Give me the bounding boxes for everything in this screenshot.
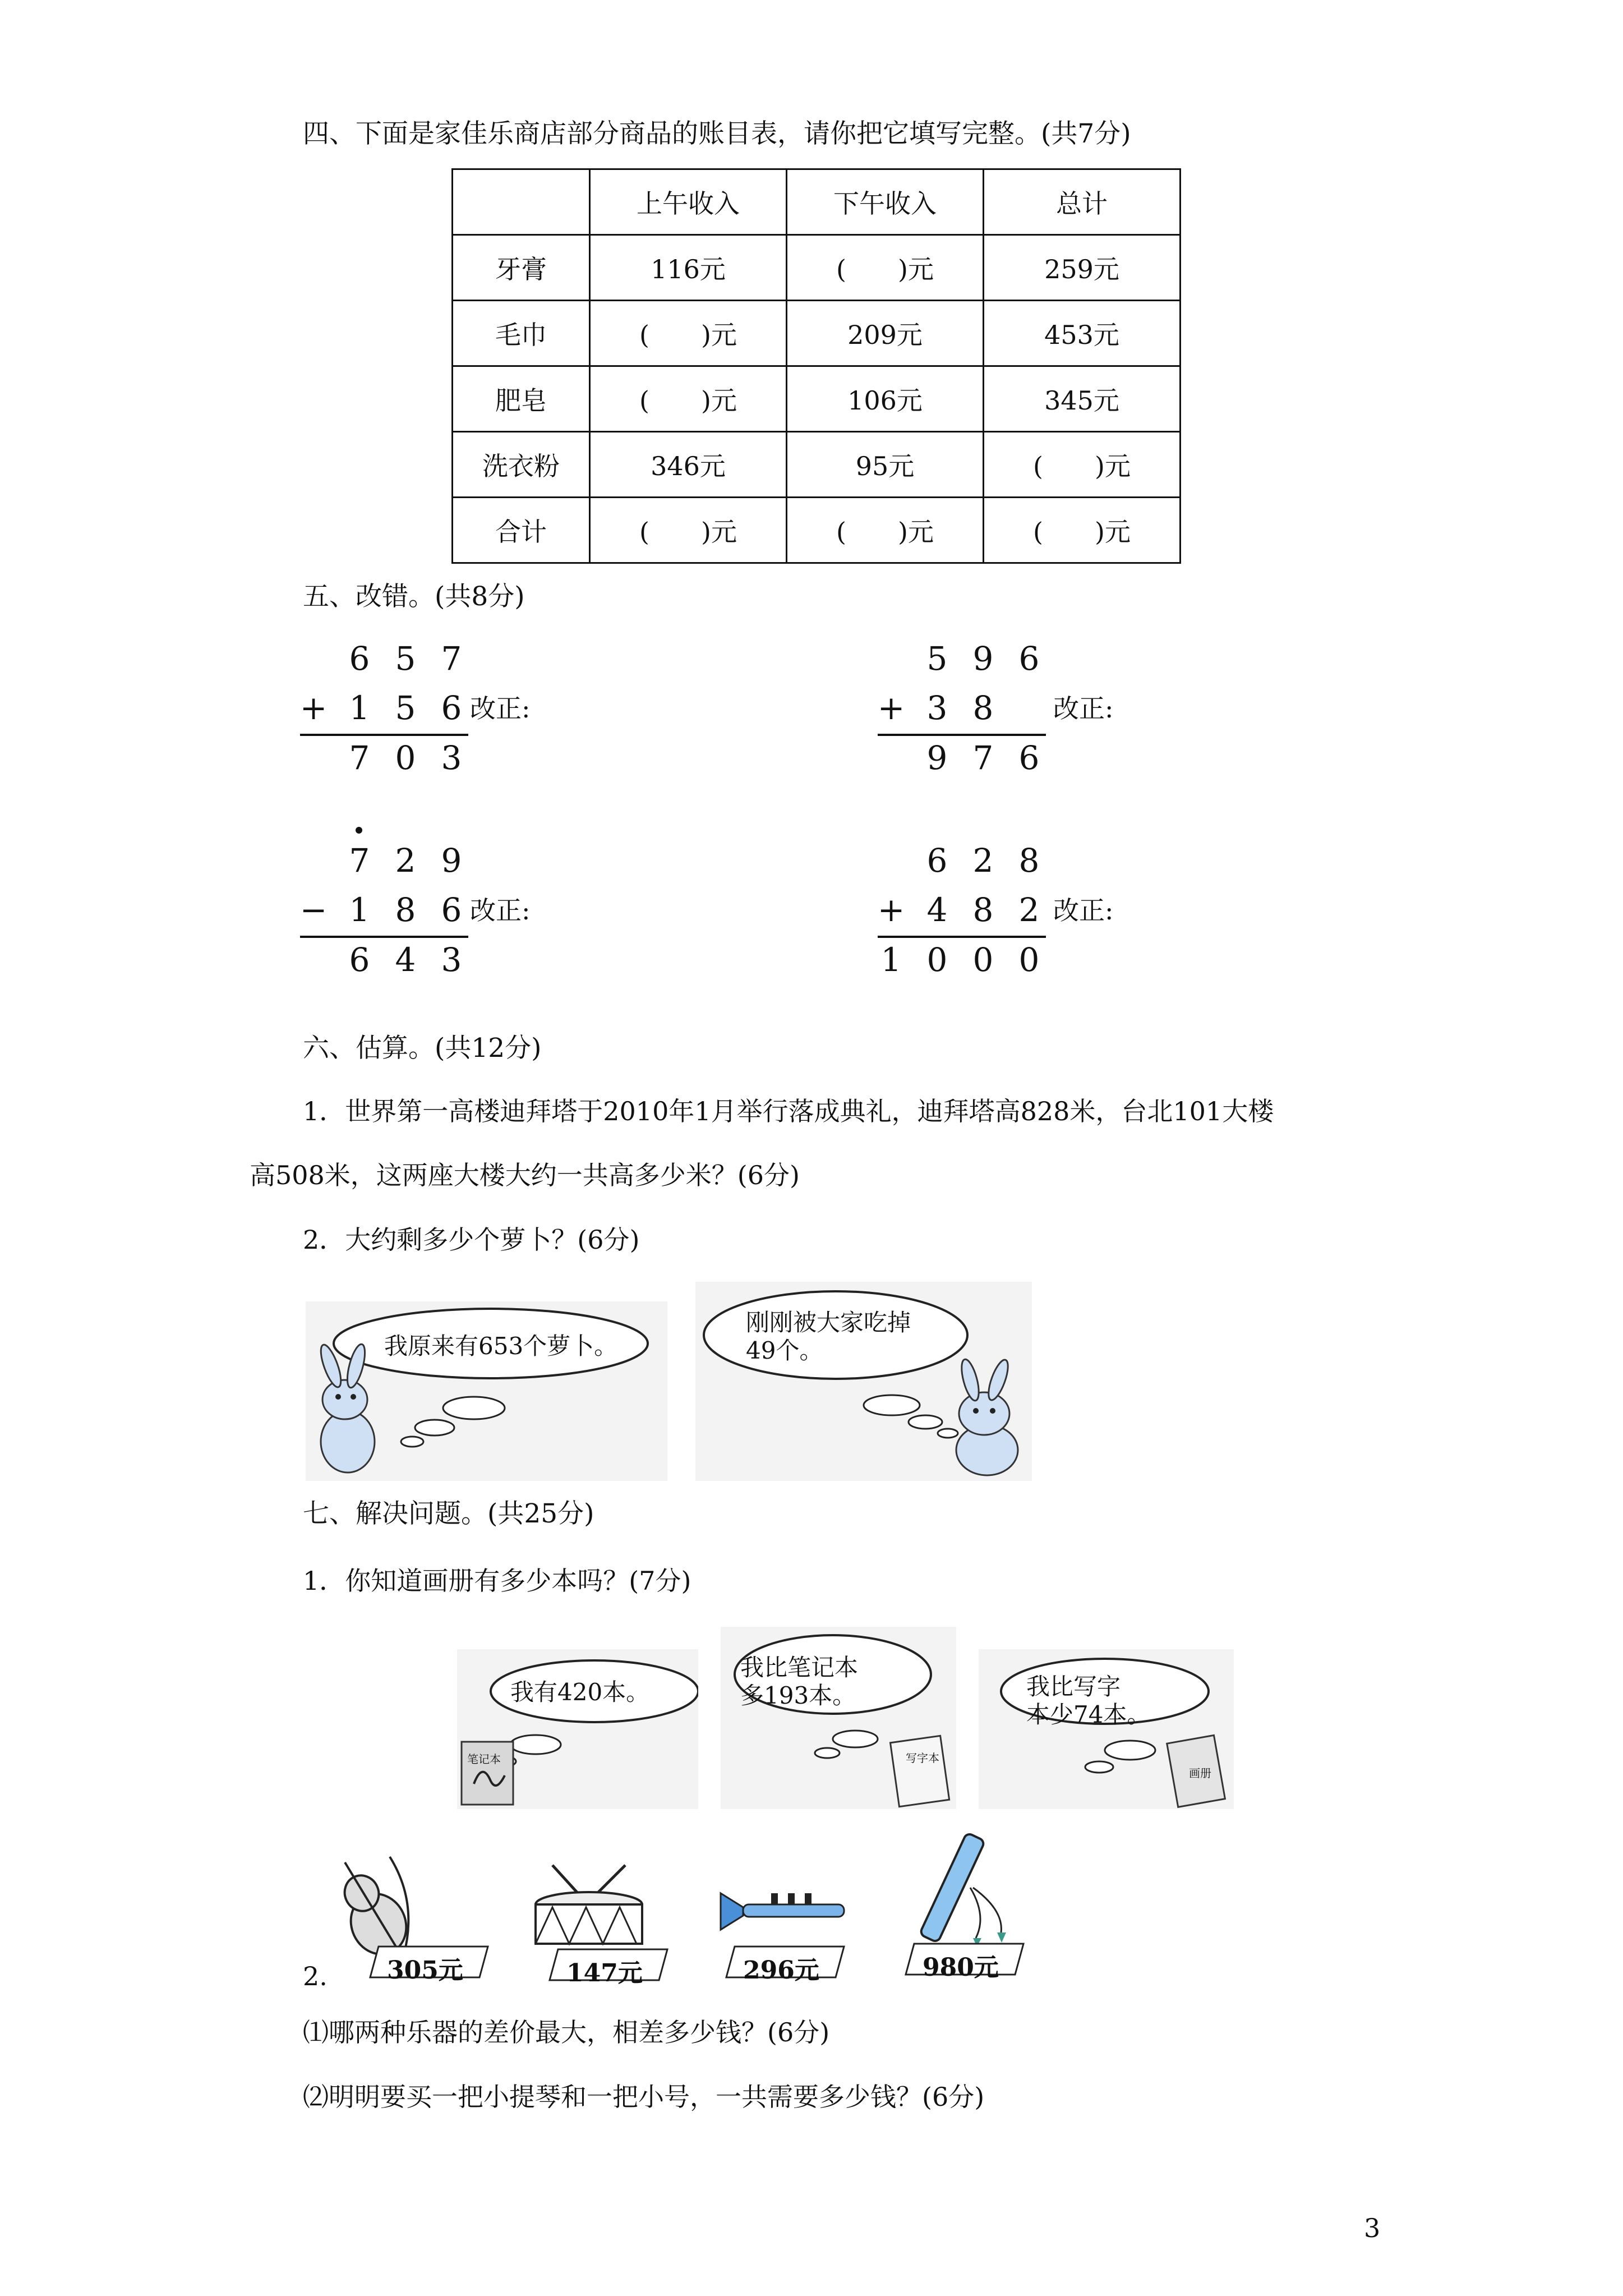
table-row — [453, 366, 1181, 432]
table-row — [453, 498, 1181, 563]
rabbit-speech-illustration — [306, 1301, 667, 1481]
ledger-table — [451, 168, 1181, 564]
rabbit-panel-left — [306, 1301, 667, 1481]
table-header-cell: 上午收入 — [590, 169, 787, 235]
table-cell[interactable]: ( )元 — [590, 301, 787, 366]
correction-label[interactable]: 改正: — [1053, 693, 1114, 724]
table-cell[interactable]: ( )元 — [787, 498, 984, 563]
problem3-result: 6 4 3 — [349, 941, 462, 979]
page-number: 3 — [1364, 2213, 1381, 2243]
section4-title: 四、下面是家佳乐商店部分商品的账目表，请你把它填写完整。(共7分) — [303, 118, 1131, 149]
price-label: 980元 — [923, 1953, 999, 1982]
sum-rule — [300, 936, 468, 938]
table-header-row — [453, 169, 1181, 235]
problem4-top: 6 2 8 — [926, 841, 1040, 880]
problem2-result: 9 7 6 — [926, 739, 1040, 777]
correction-label[interactable]: 改正: — [470, 895, 531, 926]
table-cell[interactable]: ( )元 — [984, 432, 1181, 498]
sum-rule — [878, 936, 1046, 938]
table-cell: 453元 — [984, 301, 1181, 366]
correction-label[interactable]: 改正: — [470, 693, 531, 724]
table-cell[interactable]: ( )元 — [984, 498, 1181, 563]
problem1-result: 7 0 3 — [349, 739, 462, 777]
table-cell: 259元 — [984, 235, 1181, 301]
price-label: 147元 — [566, 1959, 643, 1987]
speech-bubble-text: 我原来有653个萝卜。 — [384, 1332, 618, 1360]
table-cell: 肥皂 — [453, 366, 590, 432]
table-row — [453, 235, 1181, 301]
question-7-2-number: 2. — [303, 1961, 328, 1991]
section5-title: 五、改错。(共8分) — [303, 581, 525, 612]
table-cell: 毛巾 — [453, 301, 590, 366]
speech-bubble-text: 刚刚被大家吃掉 49个。 — [746, 1309, 911, 1365]
book-cover-label: 写字本 — [906, 1751, 939, 1765]
table-cell: 106元 — [787, 366, 984, 432]
book-cover-label: 笔记本 — [467, 1752, 501, 1766]
correction-label[interactable]: 改正: — [1053, 895, 1114, 926]
question-7-2-1: ⑴哪两种乐器的差价最大，相差多少钱？(6分) — [303, 2017, 830, 2047]
violin-icon — [322, 1851, 435, 1958]
notebook-speech-illustration — [457, 1649, 698, 1809]
flute-icon — [903, 1832, 1015, 1949]
table-cell[interactable]: ( )元 — [590, 498, 787, 563]
price-label: 305元 — [387, 1956, 463, 1985]
table-header-cell: 下午收入 — [787, 169, 984, 235]
table-cell: 209元 — [787, 301, 984, 366]
table-cell: 95元 — [787, 432, 984, 498]
table-cell: 合计 — [453, 498, 590, 563]
problem4-bottom: + 4 8 2 — [877, 891, 1040, 929]
workbook-panel — [721, 1627, 956, 1809]
sum-rule — [878, 734, 1046, 736]
problem2-top: 5 9 6 — [926, 639, 1040, 678]
trumpet-icon — [718, 1885, 852, 1935]
drum-icon — [527, 1862, 651, 1952]
rabbit-panel-right — [695, 1282, 1032, 1481]
table-row — [453, 301, 1181, 366]
table-header-cell — [453, 169, 590, 235]
workbook-icon — [891, 1736, 949, 1806]
problem1-bottom: + 1 5 6 — [299, 689, 462, 727]
table-cell: 346元 — [590, 432, 787, 498]
table-row — [453, 432, 1181, 498]
table-header-cell: 总计 — [984, 169, 1181, 235]
question-6-1-line2: 高508米，这两座大楼大约一共高多少米？(6分) — [250, 1160, 800, 1190]
rabbit-icon — [956, 1358, 1018, 1475]
speech-bubble-text: 我比写字 本少74本。 — [1026, 1673, 1151, 1729]
notebook-panel — [457, 1649, 698, 1809]
question-7-2-2: ⑵明明要买一把小提琴和一把小号，一共需要多少钱？(6分) — [303, 2082, 985, 2112]
speech-bubble-text: 我有420本。 — [510, 1678, 650, 1706]
table-cell[interactable]: ( )元 — [787, 235, 984, 301]
question-6-2: 2．大约剩多少个萝卜？(6分) — [303, 1225, 640, 1255]
sum-rule — [300, 734, 468, 736]
table-cell: 345元 — [984, 366, 1181, 432]
section7-title: 七、解决问题。(共25分) — [303, 1498, 594, 1529]
section6-title: 六、估算。(共12分) — [303, 1033, 542, 1064]
problem4-result: 1 0 0 0 — [880, 941, 1040, 979]
problem3-top: 7 2 9 — [349, 841, 462, 880]
question-6-1-line1: 1．世界第一高楼迪拜塔于2010年1月举行落成典礼，迪拜塔高828米，台北101大楼 — [303, 1096, 1274, 1126]
table-cell: 洗衣粉 — [453, 432, 590, 498]
problem3-bottom: − 1 8 6 — [299, 891, 462, 929]
table-cell[interactable]: ( )元 — [590, 366, 787, 432]
problem1-top: 6 5 7 — [349, 639, 462, 678]
question-7-1: 1．你知道画册有多少本吗？(7分) — [303, 1566, 691, 1596]
problem2-bottom: + 3 8 — [877, 689, 994, 727]
album-panel — [979, 1649, 1234, 1809]
book-cover-label: 画册 — [1189, 1766, 1211, 1780]
borrow-dot — [356, 827, 362, 834]
price-label: 296元 — [743, 1956, 819, 1985]
table-cell: 牙膏 — [453, 235, 590, 301]
speech-bubble-text: 我比笔记本 多193本。 — [740, 1654, 859, 1710]
table-cell: 116元 — [590, 235, 787, 301]
